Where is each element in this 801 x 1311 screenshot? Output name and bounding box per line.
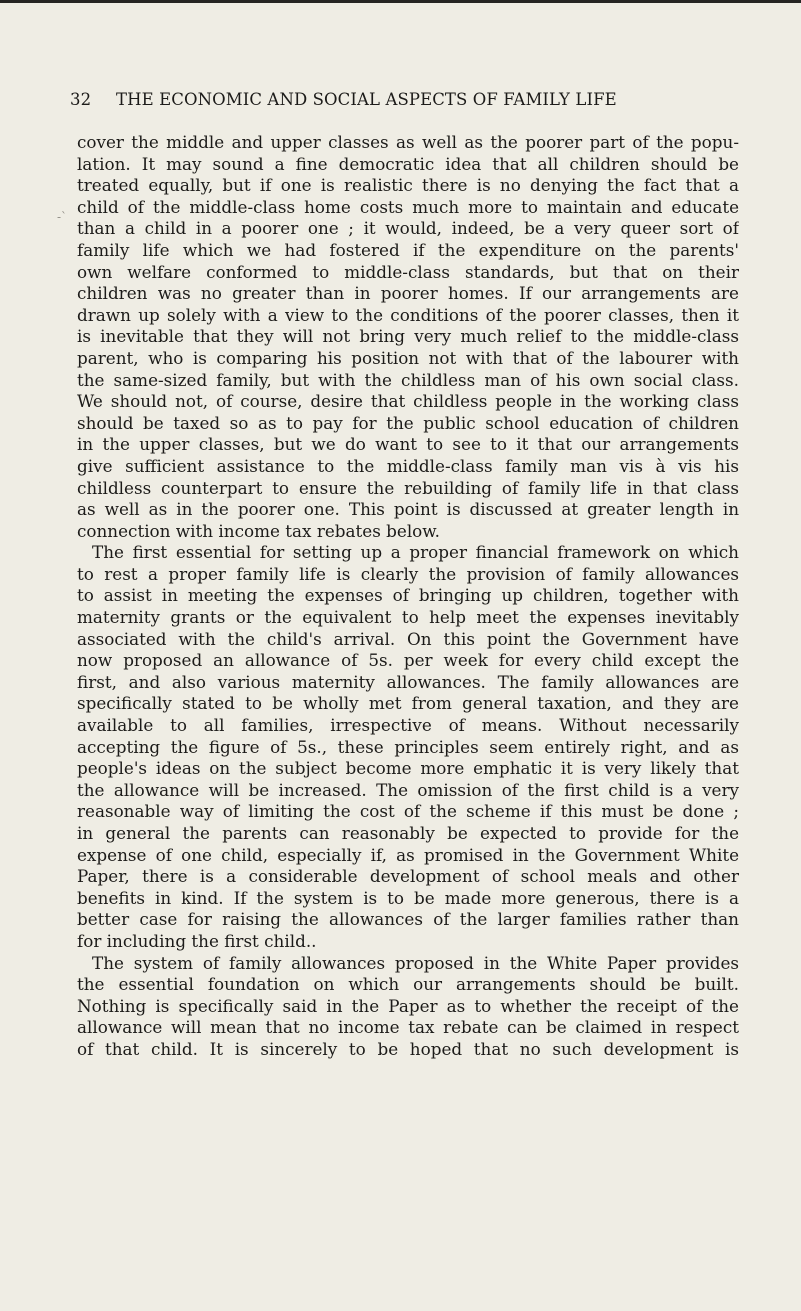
text-line: Nothing is specifically said in the Paper as to whether the receipt of the	[77, 995, 739, 1016]
text-line: the essential foundation on which our arrangements should be built.	[77, 974, 739, 995]
text-line: The system of family allowances proposed in the White Paper provides	[92, 952, 739, 973]
text-line: associated with the child's arrival. On this point the Government have	[77, 628, 739, 649]
text-line: parent, who is comparing his position not with that of the labourer with	[77, 347, 739, 368]
text-line: children was no greater than in poorer homes. If our arrangements are	[77, 283, 739, 304]
page-header	[70, 90, 740, 112]
text-line: child of the middle-class home costs much more to maintain and educate	[77, 196, 739, 217]
text-line: than a child in a poorer one ; it would, indeed, be a very queer sort of	[77, 218, 739, 239]
text-line: in general the parents can reasonably be expected to provide for the	[77, 823, 739, 843]
text-line: reasonable way of limiting the cost of the scheme if this must be done ;	[77, 801, 739, 822]
text-line: benefits in kind. If the system is to be made more generous, there is a	[77, 887, 739, 908]
text-line: as well as in the poorer one. This point is discussed at greater length in	[77, 499, 739, 520]
text-line: allowance will mean that no income tax rebate can be claimed in respect	[77, 1017, 739, 1038]
text-line: cover the middle and upper classes as well as the poorer part of the popu-	[77, 132, 739, 152]
margin-mark: -ˋ	[57, 210, 68, 224]
text-line: specifically stated to be wholly met from general taxation, and they are	[77, 693, 739, 714]
text-line: accepting the figure of 5s., these principles seem entirely right, and as	[77, 736, 739, 757]
text-line: people's ideas on the subject become more emphatic it is very likely that	[77, 758, 739, 779]
text-line: should be taxed so as to pay for the public school education of children	[77, 412, 739, 433]
text-line: first, and also various maternity allowances. The family allowances are	[77, 671, 739, 692]
text-line: give sufficient assistance to the middle-class family man vis à vis his	[77, 455, 739, 476]
text-line: better case for raising the allowances of the larger families rather than	[77, 909, 739, 930]
text-line: for including the first child..	[77, 930, 317, 951]
text-line: now proposed an allowance of 5s. per week for every child except the	[77, 650, 739, 671]
text-line: own welfare conformed to middle-class standards, but that on their	[77, 261, 739, 282]
text-line: the same-sized family, but with the childless man of his own social class.	[77, 369, 739, 390]
text-line: family life which we had fostered if the expenditure on the parents'	[77, 239, 739, 260]
text-line: drawn up solely with a view to the conditions of the poorer classes, then it	[77, 304, 739, 325]
text-line: treated equally, but if one is realistic there is no denying the fact that a	[77, 175, 739, 196]
text-line: The first essential for setting up a proper financial framework on which	[92, 542, 739, 563]
text-line: of that child. It is sincerely to be hoped that no such development is	[77, 1038, 739, 1059]
running-head: THE ECONOMIC AND SOCIAL ASPECTS OF FAMILY LIFE	[116, 90, 617, 109]
text-line: expense of one child, especially if, as promised in the Government White	[77, 844, 739, 865]
body-text	[77, 132, 739, 1061]
text-line: the allowance will be increased. The omission of the first child is a very	[77, 779, 739, 800]
page-number: 32	[70, 90, 92, 109]
text-line: available to all families, irrespective of means. Without necessarily	[77, 715, 739, 736]
text-line: in the upper classes, but we do want to see to it that our arrangements	[77, 434, 739, 455]
text-line: We should not, of course, desire that childless people in the working class	[77, 391, 739, 412]
text-line: to rest a proper family life is clearly the provision of family allowances	[77, 563, 739, 584]
text-line: to assist in meeting the expenses of bringing up children, together with	[77, 585, 739, 606]
text-line: lation. It may sound a fine democratic idea that all children should be	[77, 153, 739, 174]
text-line: childless counterpart to ensure the rebuilding of family life in that class	[77, 477, 739, 498]
text-line: Paper, there is a considerable development of school meals and other	[77, 866, 739, 887]
top-rule	[0, 0, 801, 3]
text-line: maternity grants or the equivalent to help meet the expenses inevitably	[77, 607, 739, 628]
text-line: is inevitable that they will not bring very much relief to the middle-class	[77, 326, 739, 347]
text-line: connection with income tax rebates below.	[77, 520, 440, 541]
